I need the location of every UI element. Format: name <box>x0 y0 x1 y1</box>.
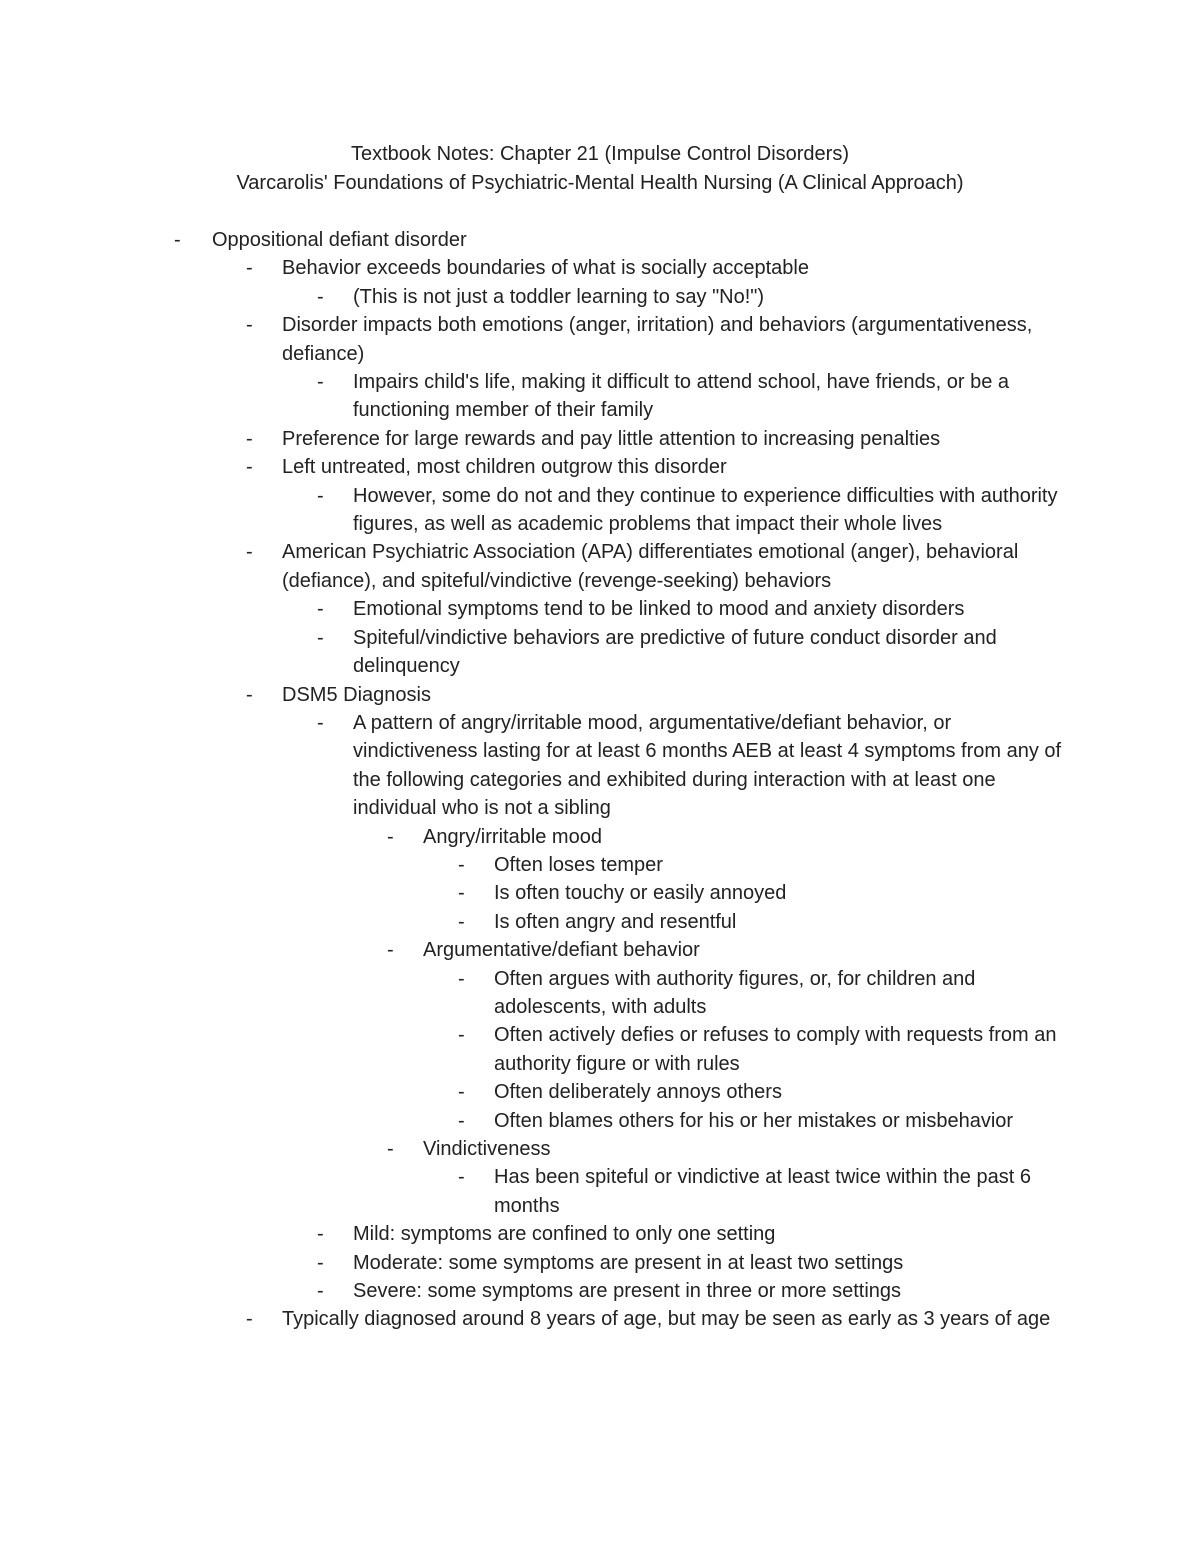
list-item-text: Often argues with authority figures, or, for children and adolescents, with adults <box>494 967 976 1018</box>
bullet-dash: - <box>387 939 394 962</box>
list-item-text: Often blames others for his or her mistakes or misbehavior <box>494 1109 1014 1132</box>
list-item-text: Vindictiveness <box>423 1138 551 1160</box>
list-item <box>387 936 1063 964</box>
list-item-text: Often deliberately annoys others <box>494 1081 782 1104</box>
list-item-text: Often actively defies or refuses to comply with requests from an authority figure or with rules <box>494 1024 1057 1075</box>
list-item <box>246 453 1062 481</box>
bullet-dash: - <box>458 967 465 990</box>
list-item <box>317 1249 1063 1277</box>
list-item-text: Is often touchy or easily annoyed <box>494 882 787 905</box>
list-item <box>246 425 1062 453</box>
list-item-text: Has been spiteful or vindictive at least twice within the past 6 months <box>494 1166 1031 1217</box>
list-item <box>246 311 1062 368</box>
list-item <box>458 1107 1064 1135</box>
list-item-text: Moderate: some symptoms are present in at least two settings <box>353 1251 904 1274</box>
list-item-text: Behavior exceeds boundaries of what is socially acceptable <box>282 257 809 280</box>
bullet-dash: - <box>317 1251 324 1274</box>
bullet-dash: - <box>246 541 253 564</box>
bullet-dash: - <box>317 598 324 621</box>
notes-outline <box>0 226 1200 1334</box>
list-item-text: Typically diagnosed around 8 years of age, but may be seen as early as 3 years of age <box>282 1308 1051 1331</box>
document-title: Textbook Notes: Chapter 21 (Impulse Control Disorders) <box>351 143 849 165</box>
list-item-text: Oppositional defiant disorder <box>212 229 467 251</box>
bullet-dash: - <box>317 285 324 308</box>
list-item <box>246 681 1062 709</box>
bullet-dash: - <box>317 484 324 507</box>
bullet-dash: - <box>387 1138 394 1160</box>
bullet-dash: - <box>317 371 324 394</box>
bullet-dash: - <box>246 314 253 337</box>
list-item-text: Mild: symptoms are confined to only one setting <box>353 1223 776 1246</box>
list-item-text: Left untreated, most children outgrow this disorder <box>282 456 727 479</box>
bullet-dash: - <box>246 1308 253 1331</box>
list-item <box>246 1305 1062 1333</box>
bullet-dash: - <box>246 456 253 479</box>
bullet-dash: - <box>317 626 324 649</box>
list-item <box>317 283 1063 311</box>
list-item <box>458 1078 1064 1106</box>
list-item <box>317 482 1063 539</box>
bullet-dash: - <box>246 683 253 706</box>
list-item <box>317 624 1063 681</box>
list-item <box>458 908 1064 936</box>
list-item <box>174 226 1072 254</box>
list-item <box>317 595 1063 623</box>
list-item <box>387 823 1063 851</box>
list-item-text: (This is not just a toddler learning to say "No!") <box>353 285 765 308</box>
list-item-text: Preference for large rewards and pay little attention to increasing penalties <box>282 427 941 450</box>
list-item-text: Severe: some symptoms are present in three or more settings <box>353 1280 902 1303</box>
list-item-text: DSM5 Diagnosis <box>282 683 431 706</box>
list-item <box>246 254 1062 282</box>
list-item <box>317 1277 1063 1305</box>
list-item-text: Disorder impacts both emotions (anger, irritation) and behaviors (argumentativeness, defiance) <box>282 314 1033 365</box>
bullet-dash: - <box>317 1223 324 1246</box>
list-item-text: Often loses temper <box>494 853 663 876</box>
list-item-text: Emotional symptoms tend to be linked to mood and anxiety disorders <box>353 598 965 621</box>
bullet-dash: - <box>458 853 465 876</box>
bullet-dash: - <box>317 1280 324 1303</box>
list-item-text: A pattern of angry/irritable mood, argumentative/defiant behavior, or vindictiveness lasting for at least 6 months AEB at least 4 symptoms from any of the following categories and exhibited during interaction with at least one individual who is not a sibling <box>353 711 1062 820</box>
bullet-dash: - <box>387 825 394 848</box>
list-item-text: Angry/irritable mood <box>423 825 602 848</box>
list-item <box>458 1163 1064 1220</box>
bullet-dash: - <box>458 882 465 905</box>
document-header <box>0 140 1200 198</box>
list-item-text: However, some do not and they continue to experience difficulties with authority figures, as well as academic problems that impact their whole lives <box>353 484 1058 536</box>
list-item <box>387 1135 1063 1163</box>
list-item <box>317 368 1063 425</box>
list-item <box>458 879 1064 907</box>
bullet-dash: - <box>174 229 181 251</box>
list-item-text: Spiteful/vindictive behaviors are predictive of future conduct disorder and delinquency <box>353 626 997 678</box>
bullet-dash: - <box>246 257 253 280</box>
bullet-dash: - <box>246 427 253 450</box>
list-item <box>458 1021 1064 1078</box>
list-item <box>246 538 1062 595</box>
bullet-dash: - <box>458 1024 465 1047</box>
bullet-dash: - <box>458 1081 465 1104</box>
list-item <box>317 709 1063 823</box>
bullet-dash: - <box>458 910 465 933</box>
list-item <box>317 1220 1063 1248</box>
list-item-text: Impairs child's life, making it difficult to attend school, have friends, or be a functioning member of their family <box>353 371 1009 422</box>
bullet-dash: - <box>458 1109 465 1132</box>
bullet-dash: - <box>458 1166 465 1189</box>
list-item <box>458 851 1064 879</box>
list-item <box>458 965 1064 1022</box>
bullet-dash: - <box>317 711 324 734</box>
document-subtitle: Varcarolis' Foundations of Psychiatric-Mental Health Nursing (A Clinical Approach) <box>236 172 964 194</box>
list-item-text: Is often angry and resentful <box>494 910 737 933</box>
list-item-text: American Psychiatric Association (APA) differentiates emotional (anger), behavioral (defiance), and spiteful/vindictive (revenge-seeking) behaviors <box>282 541 1019 592</box>
list-item-text: Argumentative/defiant behavior <box>423 939 700 962</box>
